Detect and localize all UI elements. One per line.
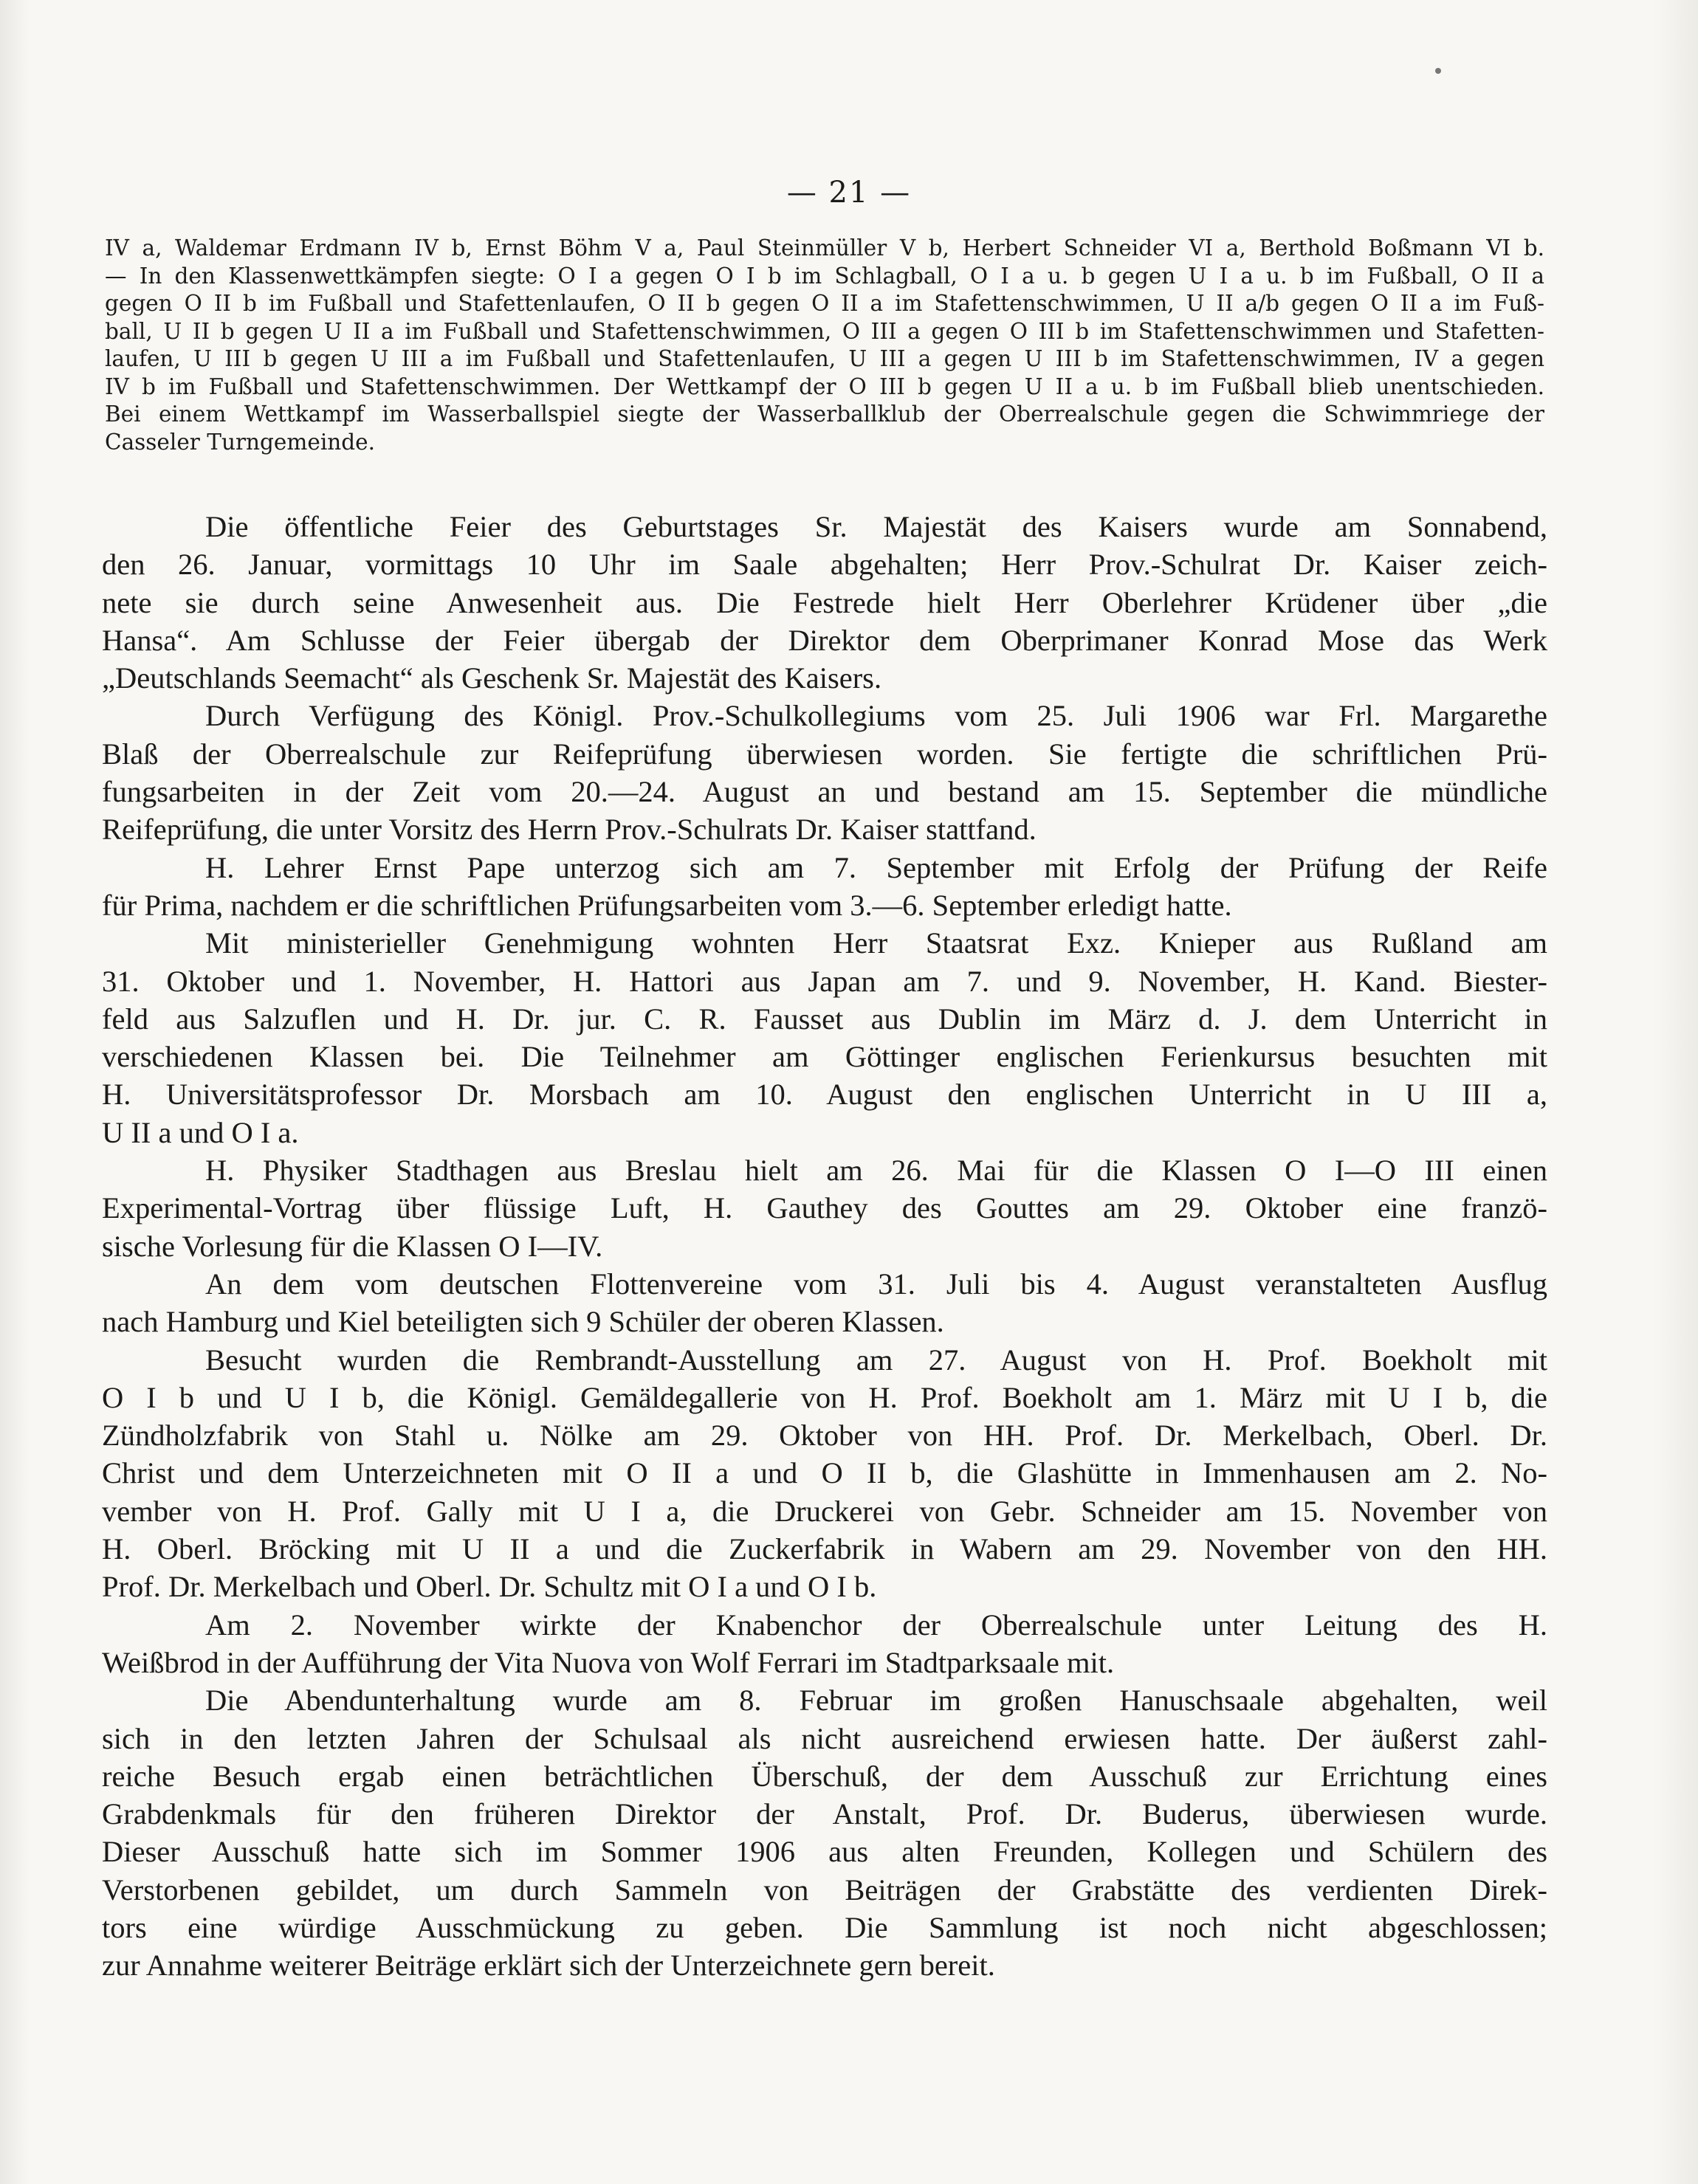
text-line: zur Annahme weiterer Beiträge erklärt sich der Unterzeichnete gern bereit.	[102, 1949, 995, 1983]
paragraph	[102, 697, 1547, 848]
text-line: H. Physiker Stadthagen aus Breslau hielt am 26. Mai für die Klassen O I—O III einen	[205, 1154, 1547, 1188]
text-line: laufen, U III b gegen U III a im Fußball und Stafettenlaufen, U III a gegen U III b im Stafettenschwimmen, IV a gegen	[105, 346, 1544, 371]
text-line: „Deutschlands Seemacht“ als Geschenk Sr. Majestät des Kaisers.	[102, 661, 882, 695]
text-line: IV b im Fußball und Stafettenschwimmen. Der Wettkampf der O III b gegen U II a u. b im Fußball blieb unentschieden.	[105, 373, 1544, 399]
text-line: Weißbrod in der Aufführung der Vita Nuova von Wolf Ferrari im Stadtparksaale mit.	[102, 1645, 1115, 1679]
text-line: feld aus Salzuflen und H. Dr. jur. C. R. Fausset aus Dublin im März d. J. dem Unterricht in	[102, 1002, 1547, 1036]
text-line: für Prima, nachdem er die schriftlichen Prüfungsarbeiten vom 3.—6. September erledigt hatte.	[102, 888, 1232, 922]
text-line: O I b und U I b, die Königl. Gemäldegallerie von H. Prof. Boekholt am 1. März mit U I b, die	[102, 1380, 1547, 1414]
text-line: Dieser Ausschuß hatte sich im Sommer 1906 aus alten Freunden, Kollegen und Schülern des	[102, 1835, 1547, 1869]
text-line: 31. Oktober und 1. November, H. Hattori aus Japan am 7. und 9. November, H. Kand. Biester-	[102, 964, 1547, 998]
page-number: — 21 —	[786, 176, 912, 210]
text-line: reiche Besuch ergab einen beträchtlichen Überschuß, der dem Ausschuß zur Errichtung eines	[102, 1759, 1547, 1793]
text-line: Besucht wurden die Rembrandt-Ausstellung am 27. August von H. Prof. Boekholt mit	[205, 1343, 1547, 1377]
text-line: Hansa“. Am Schlusse der Feier übergab der Direktor dem Oberprimaner Konrad Mose das Werk	[102, 623, 1547, 657]
text-line: nete sie durch seine Anwesenheit aus. Die Festrede hielt Herr Oberlehrer Krüdener über „die	[102, 585, 1547, 619]
text-line: Blaß der Oberrealschule zur Reifeprüfung überwiesen worden. Sie fertigte die schriftlichen Prü-	[102, 737, 1547, 771]
text-line: sische Vorlesung für die Klassen O I—IV.	[102, 1229, 603, 1263]
text-line: Prof. Dr. Merkelbach und Oberl. Dr. Schultz mit O I a und O I b.	[102, 1570, 877, 1604]
text-line: Die öffentliche Feier des Geburtstages Sr. Majestät des Kaisers wurde am Sonnabend,	[205, 510, 1547, 543]
paragraph	[102, 1151, 1547, 1265]
text-line: Die Abendunterhaltung wurde am 8. Februar im großen Hanuschsaale abgehalten, weil	[205, 1684, 1547, 1718]
text-line: IV a, Waldemar Erdmann IV b, Ernst Böhm V a, Paul Steinmüller V b, Herbert Schneider VI a, Berthold Boßmann VI b.	[105, 235, 1544, 261]
text-line: Christ und dem Unterzeichneten mit O II a und O II b, die Glashütte in Immenhausen am 2. No-	[102, 1456, 1547, 1490]
text-line: Am 2. November wirkte der Knabenchor der Oberrealschule unter Leitung des H.	[205, 1608, 1547, 1642]
sports-results-paragraph	[105, 235, 1544, 456]
text-line: Verstorbenen gebildet, um durch Sammeln von Beiträgen der Grabstätte des verdienten Direk-	[102, 1873, 1547, 1906]
text-line: H. Universitätsprofessor Dr. Morsbach am 10. August den englischen Unterricht in U III a,	[102, 1078, 1547, 1112]
paragraph	[102, 508, 1547, 697]
text-line: Zündholzfabrik von Stahl u. Nölke am 29. Oktober von HH. Prof. Dr. Merkelbach, Oberl. Dr.	[102, 1419, 1547, 1453]
paragraph	[102, 1341, 1547, 1606]
text-line: den 26. Januar, vormittags 10 Uhr im Saale abgehalten; Herr Prov.-Schulrat Dr. Kaiser zeich-	[102, 548, 1547, 582]
text-line: Reifeprüfung, die unter Vorsitz des Herrn Prov.-Schulrats Dr. Kaiser stattfand.	[102, 813, 1037, 847]
paragraph	[102, 1265, 1547, 1341]
paragraph	[102, 1681, 1547, 1984]
text-line: Casseler Turngemeinde.	[105, 429, 375, 455]
text-line: Grabdenkmals für den früheren Direktor der Anstalt, Prof. Dr. Buderus, überwiesen wurde.	[102, 1797, 1547, 1831]
paragraph	[102, 924, 1547, 1151]
text-line: nach Hamburg und Kiel beteiligten sich 9 Schüler der oberen Klassen.	[102, 1305, 944, 1339]
text-line: U II a und O I a.	[102, 1115, 299, 1149]
text-line: vember von H. Prof. Gally mit U I a, die Druckerei von Gebr. Schneider am 15. November von	[102, 1494, 1547, 1528]
text-line: Bei einem Wettkampf im Wasserballspiel siegte der Wasserballklub der Oberrealschule gegen die Schwimmriege der	[105, 402, 1544, 427]
text-line: fungsarbeiten in der Zeit vom 20.—24. August an und bestand am 15. September die mündliche	[102, 775, 1547, 809]
text-line: gegen O II b im Fußball und Stafettenlaufen, O II b gegen O II a im Stafettenschwimmen, U II a/b gegen O II a im Fuß-	[105, 291, 1544, 316]
main-text	[102, 508, 1547, 1985]
text-line: — In den Klassenwettkämpfen siegte: O I a gegen O I b im Schlagball, O I a u. b gegen U I a u. b im Fußball, O II a	[105, 263, 1544, 289]
text-line: An dem vom deutschen Flottenvereine vom 31. Juli bis 4. August veranstalteten Ausflug	[205, 1267, 1547, 1301]
paragraph	[102, 1606, 1547, 1682]
text-line: verschiedenen Klassen bei. Die Teilnehmer am Göttinger englischen Ferienkursus besuchten mit	[102, 1040, 1547, 1074]
ink-speck	[1435, 68, 1441, 74]
text-line: Durch Verfügung des Königl. Prov.-Schulkollegiums vom 25. Juli 1906 war Frl. Margarethe	[205, 699, 1547, 733]
text-line: Mit ministerieller Genehmigung wohnten Herr Staatsrat Exz. Knieper aus Rußland am	[205, 926, 1547, 960]
text-line: sich in den letzten Jahren der Schulsaal als nicht ausreichend erwiesen hatte. Der äußerst zahl-	[102, 1721, 1547, 1755]
paragraph	[102, 849, 1547, 925]
text-line: Experimental-Vortrag über flüssige Luft, H. Gauthey des Gouttes am 29. Oktober eine franzö-	[102, 1191, 1547, 1225]
text-line: ball, U II b gegen U II a im Fußball und Stafettenschwimmen, O III a gegen O III b im Stafettenschwimmen und Stafetten-	[105, 318, 1544, 344]
text-line: H. Oberl. Bröcking mit U II a und die Zuckerfabrik in Wabern am 29. November von den HH.	[102, 1532, 1547, 1566]
text-line: H. Lehrer Ernst Pape unterzog sich am 7. September mit Erfolg der Prüfung der Reife	[205, 850, 1547, 884]
text-line: tors eine würdige Ausschmückung zu geben. Die Sammlung ist noch nicht abgeschlossen;	[102, 1910, 1547, 1944]
